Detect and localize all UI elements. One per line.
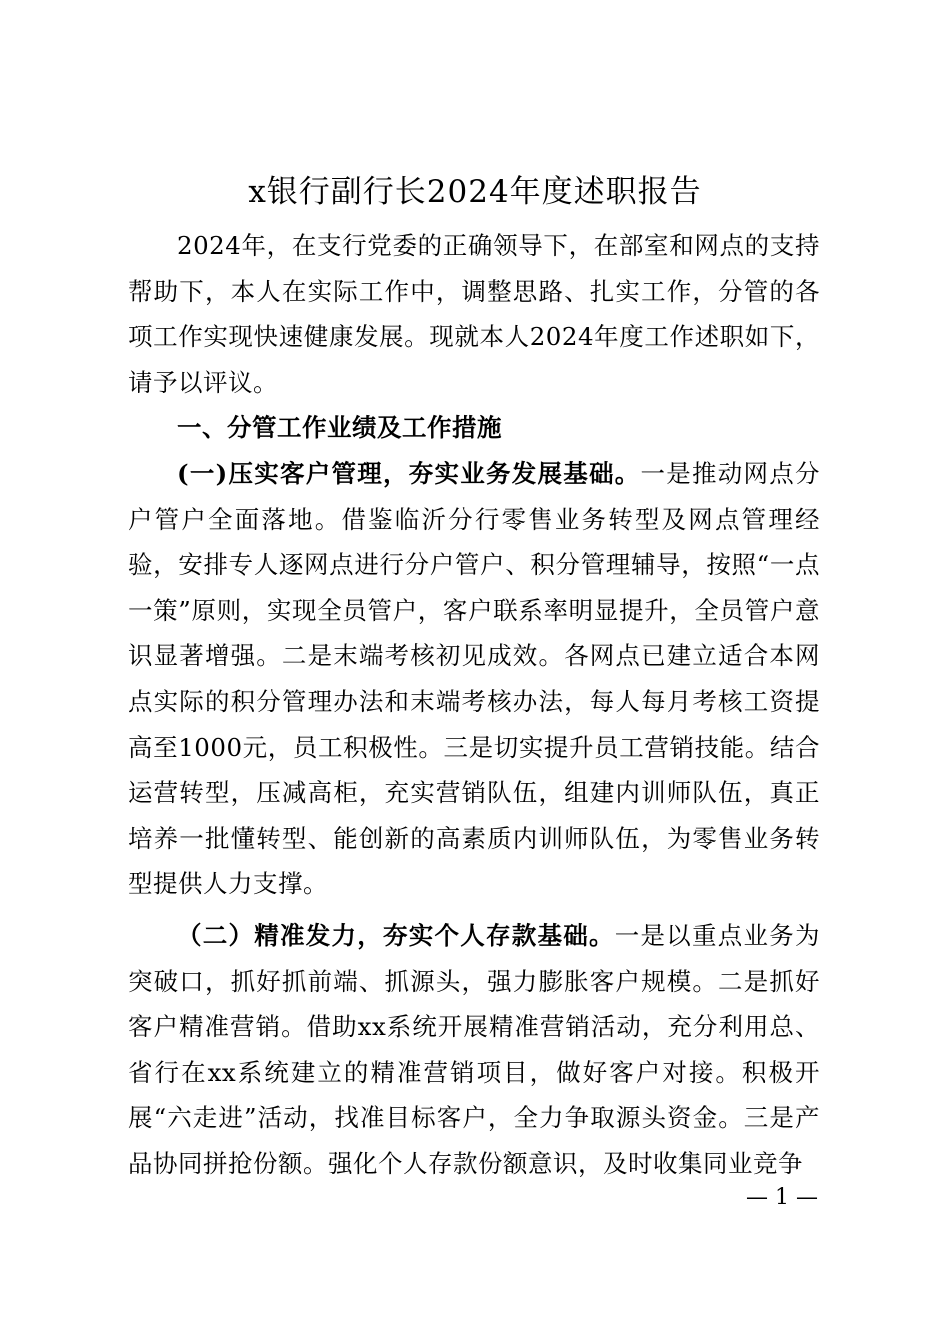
subsection-1-lead: (一)压实客户管理，夯实业务发展基础。 <box>177 458 641 488</box>
page-number: — 1 — <box>746 1185 818 1210</box>
subsection-1-text: 一是推动网点分户管户全面落地。借鉴临沂分行零售业务转型及网点管理经验，安排专人逐网点进行分户管户、积分管理辅导，按照“一点一策”原则，实现全员管户，客户联系率明显提升，全员管户意识显著增强。二是末端考核初见成效。各网点已建立适合本网点实际的积分管理办法和末端考核办法，每人每月考核工资提高至1000元，员工积极性。三是切实提升员工营销技能。结合运营转型，压减高柜，充实营销队伍，组建内训师队伍，真正培养一批懂转型、能创新的高素质内训师队伍，为零售业务转型提供人力支撑。 <box>128 458 820 899</box>
intro-paragraph: 2024年，在支行党委的正确领导下，在部室和网点的支持帮助下，本人在实际工作中，调整思路、扎实工作，分管的各项工作实现快速健康发展。现就本人2024年度工作述职如下，请予以评议。 <box>128 231 820 397</box>
document-title: x银行副行长2024年度述职报告 <box>248 174 702 210</box>
subsection-2-lead: （二）精准发力，夯实个人存款基础。 <box>177 920 615 950</box>
subsection-2-paragraph <box>128 913 820 1187</box>
section-heading-1: 一、分管工作业绩及工作措施 <box>177 413 502 443</box>
document-body <box>128 223 820 1186</box>
subsection-1-paragraph <box>128 451 820 907</box>
subsection-2-text: 一是以重点业务为突破口，抓好抓前端、抓源头，强力膨胀客户规模。二是抓好客户精准营销。借助xx系统开展精准营销活动，充分利用总、省行在xx系统建立的精准营销项目，做好客户对接。积极开展“六走进”活动，找准目标客户，全力争取源头资金。三是产品协同拼抢份额。强化个人存款份额意识，及时收集同业竞争 <box>128 920 820 1178</box>
